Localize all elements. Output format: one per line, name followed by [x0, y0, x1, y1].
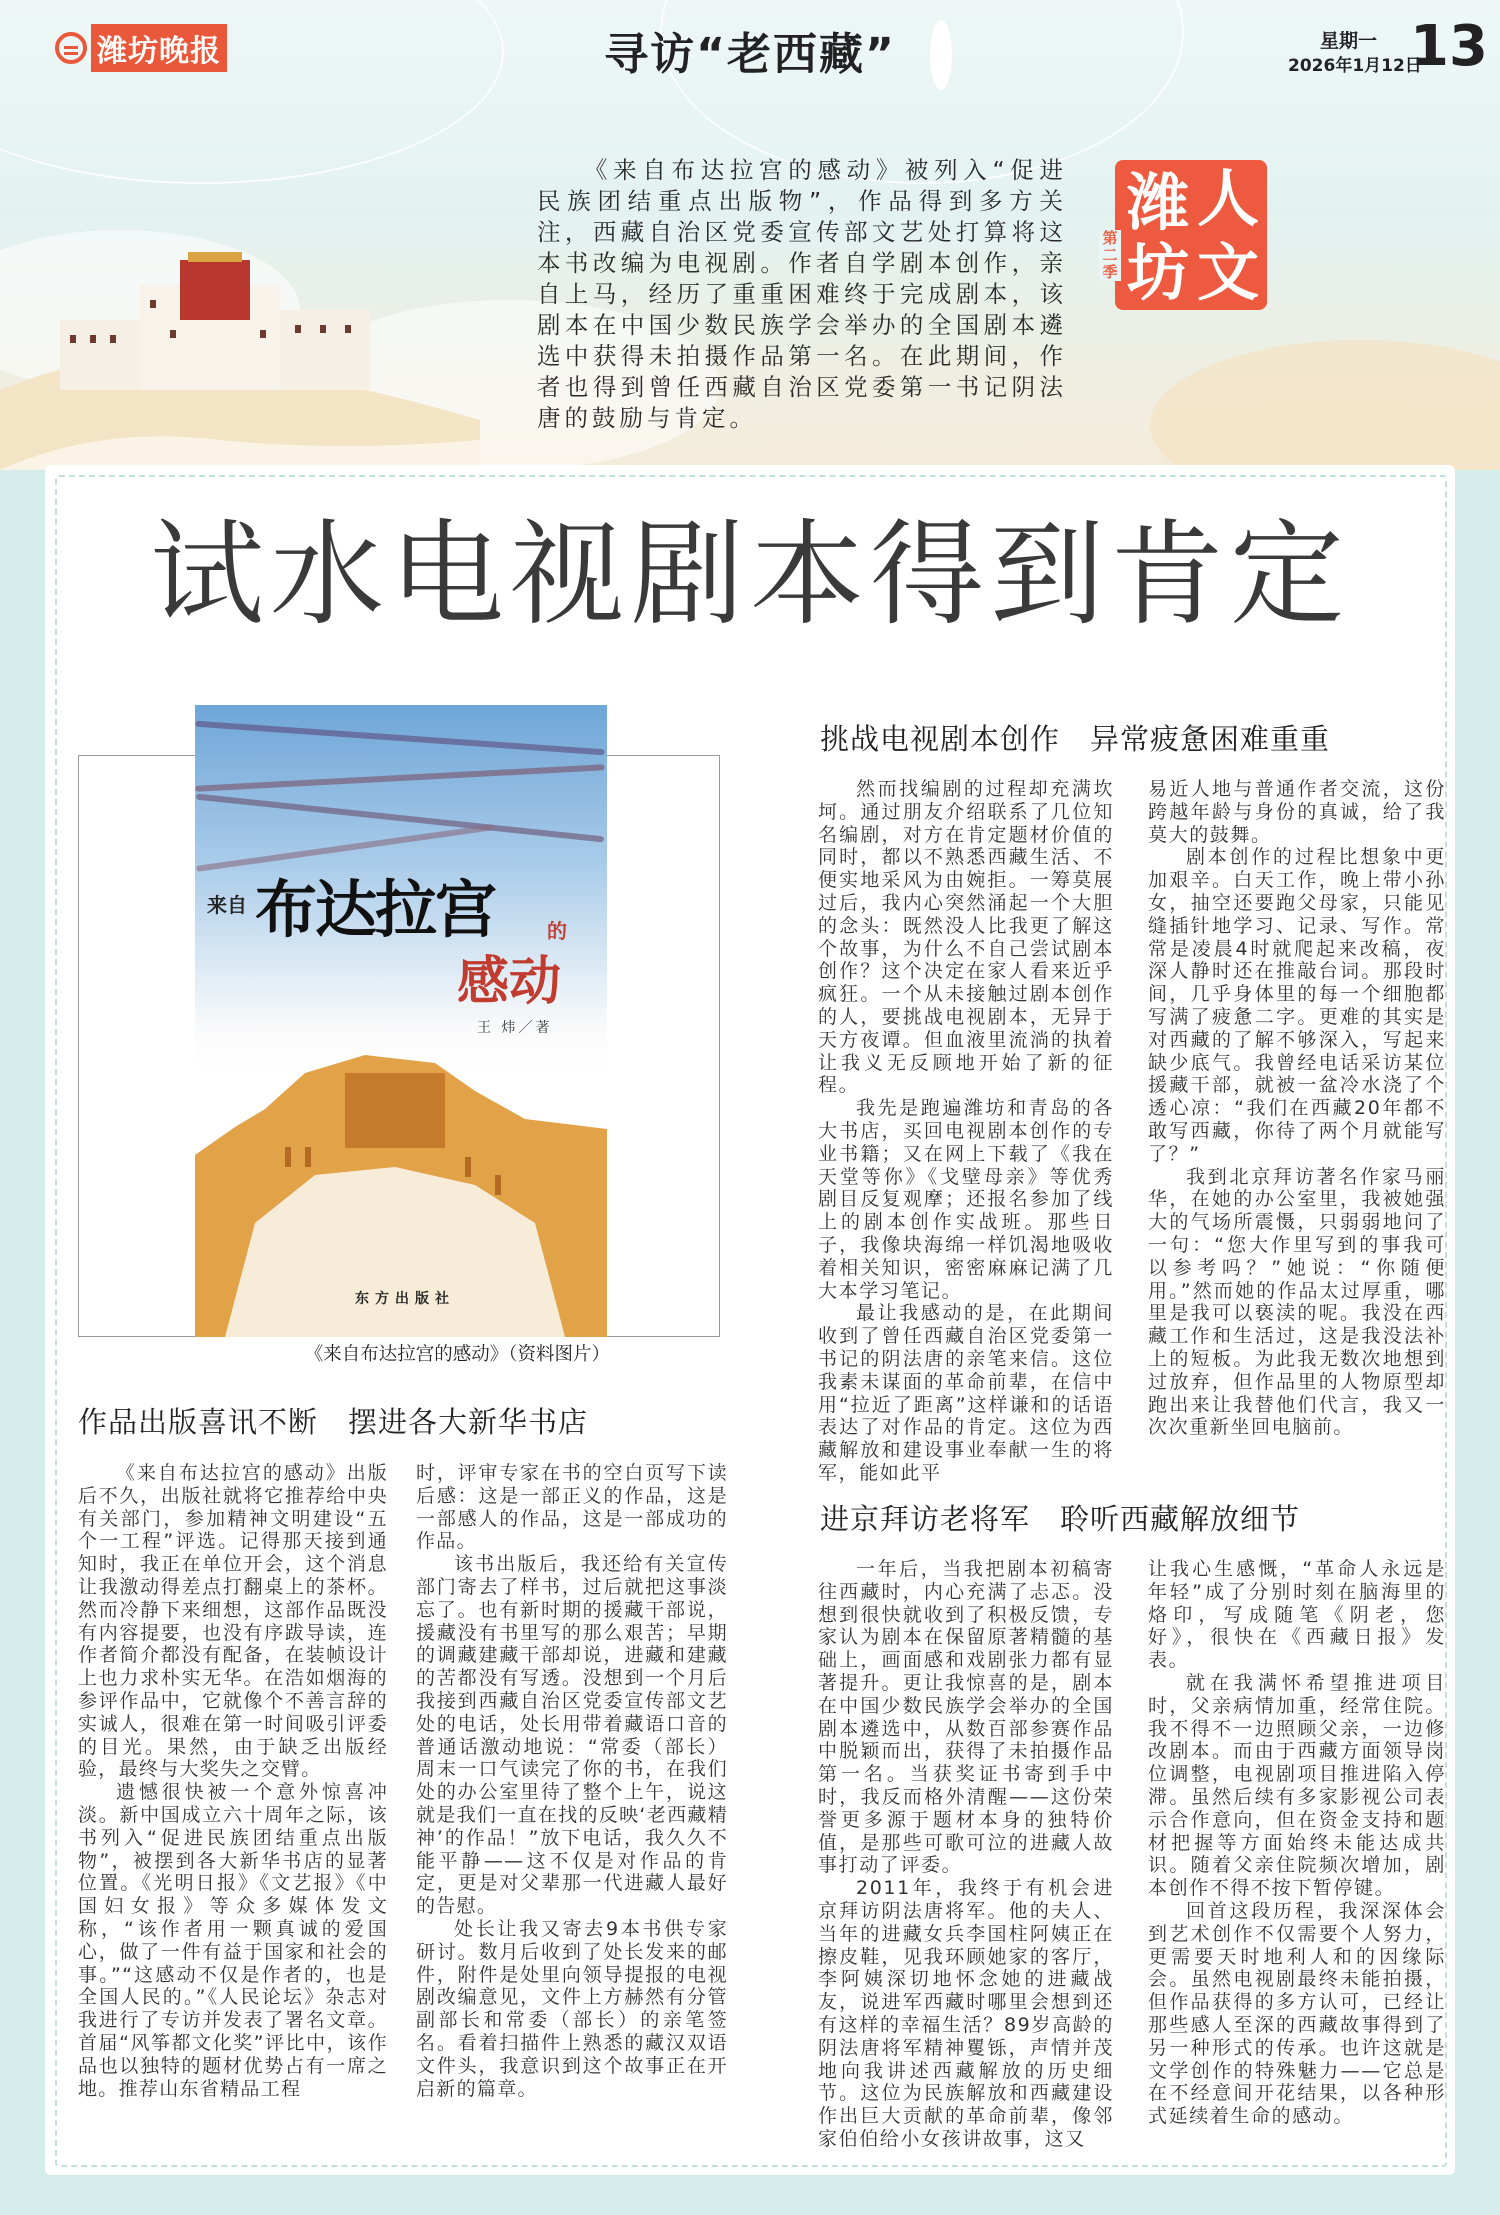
article-paragraph: 易近人地与普通作者交流，这份跨越年龄与身份的真诚，给了我莫大的鼓舞。: [1148, 778, 1446, 846]
text-column: [1148, 1558, 1446, 2128]
article-paragraph: 然而找编剧的过程却充满坎坷。通过朋友介绍联系了几位知名编剧，对方在肯定题材价值的同时，都以不熟悉西藏生活、不便实地采风为由婉拒。一筹莫展过后，我内心突然涌起一个大胆的念头：既然没人比我更了解这个故事，为什么不自己尝试剧本创作？这个决定在家人看来近乎疯狂。一个从未接触过剧本创作的人，要挑战电视剧本，无异于天方夜谭。但血液里流淌的执着让我义无反顾地开始了新的征程。: [818, 778, 1114, 1097]
article-headline: 试水电视剧本得到肯定: [149, 508, 1350, 641]
article-paragraph: 我到北京拜访著名作家马丽华，在她的办公室里，我被她强大的气场所震慑，只弱弱地问了一句：“您大作里写到的事我可以参考吗？”她说：“你随便用。”然而她的作品太过厚重，哪里是我可以亵渎的呢。我没在西藏工作和生活过，这是我没法补上的短板。为此我无数次地想到过放弃，但作品里的人物原型却跑出来让我替他们代言，我又一次次重新坐回电脑前。: [1148, 1165, 1446, 1439]
cover-title-main: 布达拉宫: [255, 873, 496, 946]
article-paragraph: 最让我感动的是，在此期间收到了曾任西藏自治区党委第一书记的阴法唐的亲笔来信。这位我素未谋面的革命前辈，在信中用“拉近了距离”这样谦和的话语表达了对作品的肯定。这位为西藏解放和建设事业奉献一生的将军，能如此平: [818, 1302, 1114, 1484]
stamp-char: 坊: [1127, 236, 1190, 309]
article-paragraph: 遗憾很快被一个意外惊喜冲淡。新中国成立六十周年之际，该书列入“促进民族团结重点出版物”，被摆到各大新华书店的显著位置。《光明日报》《文艺报》《中国妇女报》等众多媒体发文称，“该作者用一颗真诚的爱国心，做了一件有益于国家和社会的事。”“这感动不仅是作者的，也是全国人民的。”《人民论坛》杂志对我进行了专访并发表了署名文章。首届“风筝都文化奖”评比中，该作品也以独特的题材优势占有一席之地。推荐山东省精品工程: [78, 1781, 388, 2100]
text-column: [78, 1462, 388, 2100]
article-paragraph: 让我心生感慨，“革命人永远是年轻”成了分别时刻在脑海里的烙印，写成随笔《阴老，您好》，很快在《西藏日报》发表。: [1148, 1558, 1446, 1672]
section-title: 寻访“老西藏”: [604, 29, 896, 80]
article-paragraph: 该书出版后，我还给有关宣传部门寄去了样书，过后就把这事淡忘了。也有新时期的援藏干部说，援藏没有书里写的那么艰苦；早期的调藏建藏干部却说，进藏和建藏的苦都没有写透。没想到一个月后我接到西藏自治区党委宣传部文艺处的电话，处长用带着藏语口音的普通话激动地说：“常委（部长）周末一口气读完了你的书，在我们处的办公室里待了整个上午，说这就是我们一直在找的反映‘老西藏精神’的作品！”放下电话，我久久不能平静——这不仅是对作品的肯定，更是对父辈那一代进藏人最好的告慰。: [416, 1553, 728, 1918]
cover-author: 王 炜／著: [477, 1020, 553, 1036]
weekday: 星期一: [1320, 30, 1378, 52]
stamp-season-label: 第二季: [1099, 230, 1121, 281]
logo-icon: [55, 32, 87, 64]
article-paragraph: 时，评审专家在书的空白页写下读后感：这是一部正义的作品，这是一部感人的作品，这是一部成功的作品。: [416, 1462, 728, 1553]
column-seal-stamp: [1102, 150, 1275, 318]
cover-title-particle: 的: [547, 919, 567, 943]
publication-date: 2026年1月12日: [1288, 56, 1422, 76]
article-paragraph: 我先是跑遍潍坊和青岛的各大书店，买回电视剧本创作的专业书籍；又在网上下载了《我在天堂等你》《戈壁母亲》等优秀剧目反复观摩；还报名参加了线上的剧本创作实战班。那些日子，我像块海绵一样饥渴地吸收着相关知识，密密麻麻记满了几大本学习笔记。: [818, 1097, 1114, 1302]
article-paragraph: 《来自布达拉宫的感动》出版后不久，出版社就将它推荐给中央有关部门，参加精神文明建设“五个一工程”评选。记得那天接到通知时，我正在单位开会，这个消息让我激动得差点打翻桌上的茶杯。然而冷静下来细想，这部作品既没有内容提要，也没有序跋导读，连作者简介都没有配备，在装帧设计上也力求朴实无华。在浩如烟海的参评作品中，它就像个不善言辞的实诚人，很难在第一时间吸引评委的目光。果然，由于缺乏出版经验，最终与大奖失之交臂。: [78, 1462, 388, 1781]
article-paragraph: 2011年，我终于有机会进京拜访阴法唐将军。他的夫人、当年的进藏女兵李国柱阿姨正在擦皮鞋，见我环顾她家的客厅，李阿姨深切地怀念她的进藏战友，说进军西藏时哪里会想到还有这样的幸福生活？89岁高龄的阴法唐将军精神矍铄，声情并茂地向我讲述西藏解放的历史细节。这位为民族解放和西藏建设作出巨大贡献的革命前辈，像邻家伯伯给小女孩讲故事，这又: [818, 1877, 1114, 2150]
newspaper-logo: [55, 24, 227, 72]
potala-palace-illustration: [0, 190, 480, 470]
page-number: 13: [1410, 14, 1488, 79]
logo-text: 潍坊晚报: [91, 24, 227, 72]
page-header-banner: [0, 0, 1500, 470]
article-paragraph: 处长让我又寄去9本书供专家研讨。数月后收到了处长发来的邮件，附件是处里向领导提报的电视剧改编意见，文件上方赫然有分管副部长和常委（部长）的亲笔签名。看着扫描件上熟悉的藏汉双语文件头，我意识到这个故事正在开启新的篇章。: [416, 1917, 728, 2100]
image-caption: 《来自布达拉宫的感动》（资料图片）: [304, 1344, 610, 1365]
article-paragraph: 回首这段历程，我深深体会到艺术创作不仅需要个人努力，更需要天时地利人和的因缘际会。虽然电视剧最终未能拍摄，但作品获得的多方认可，已经让那些感人至深的西藏故事得到了另一种形式的传承。也许这就是文学创作的特殊魅力——它总是在不经意间开花结果，以各种形式延续着生命的感动。: [1148, 1899, 1446, 2128]
book-cover-image: [195, 705, 607, 1337]
cover-publisher: 东方出版社: [355, 1291, 455, 1307]
subheading-general-visit: 进京拜访老将军 聆听西藏解放细节: [820, 1502, 1301, 1536]
article-paragraph: 剧本创作的过程比想象中更加艰辛。白天工作，晚上带小孙女，抽空还要跑父母家，只能见缝插针地学习、记录、写作。常常是凌晨4时就爬起来改稿，夜深人静时还在推敲台词。那段时间，几乎身体里的每一个细胞都写满了疲惫二字。更难的其实是对西藏的了解不够深入，写起来缺少底气。我曾经电话采访某位援藏干部，就被一盆冷水浇了个透心凉：“我们在西藏20年都不敢写西藏，你待了两个月就能写了？”: [1148, 846, 1446, 1165]
stamp-char: 文: [1197, 236, 1260, 309]
text-column: [416, 1462, 728, 2100]
cover-title-prefix: 来自: [207, 893, 247, 917]
stamp-char: 人: [1197, 162, 1260, 235]
stamp-char: 潍: [1127, 166, 1190, 239]
text-column: [818, 778, 1114, 1485]
article-paragraph: 就在我满怀希望推进项目时，父亲病情加重，经常住院。我不得不一边照顾父亲，一边修改剧本。而由于西藏方面领导岗位调整，电视剧项目推进陷入停滞。虽然后续有多家影视公司表示合作意向，但在资金支持和题材把握等方面始终未能达成共识。随着父亲住院频次增加，剧本创作不得不按下暂停键。: [1148, 1671, 1446, 1900]
subheading-publication: 作品出版喜讯不断 摆进各大新华书店: [78, 1405, 589, 1439]
article-paragraph: 一年后，当我把剧本初稿寄往西藏时，内心充满了忐忑。没想到很快就收到了积极反馈，专家认为剧本在保留原著精髓的基础上，画面感和戏剧张力都有显著提升。更让我惊喜的是，剧本在中国少数民族学会举办的全国剧本遴选中，从数百部参赛作品中脱颖而出，获得了未拍摄作品第一名。当获奖证书寄到手中时，我反而格外清醒——这份荣誉更多源于题材本身的独特价值，是那些可歌可泣的进藏人故事打动了评委。: [818, 1558, 1114, 1877]
cloud-decoration: [1150, 340, 1500, 470]
text-column: [818, 1558, 1114, 2151]
subheading-screenwriting: 挑战电视剧本创作 异常疲惫困难重重: [820, 722, 1331, 756]
cover-title-red: 感动: [457, 952, 562, 1012]
text-column: [1148, 778, 1446, 1439]
intro-summary: 《来自布达拉宫的感动》被列入“促进民族团结重点出版物”，作品得到多方关注，西藏自治区党委宣传部文艺处打算将这本书改编为电视剧。作者自学剧本创作，亲自上马，经历了重重困难终于完成剧本，该剧本在中国少数民族学会举办的全国剧本遴选中获得未拍摄作品第一名。在此期间，作者也得到曾任西藏自治区党委第一书记阴法唐的鼓励与肯定。: [537, 156, 1067, 432]
